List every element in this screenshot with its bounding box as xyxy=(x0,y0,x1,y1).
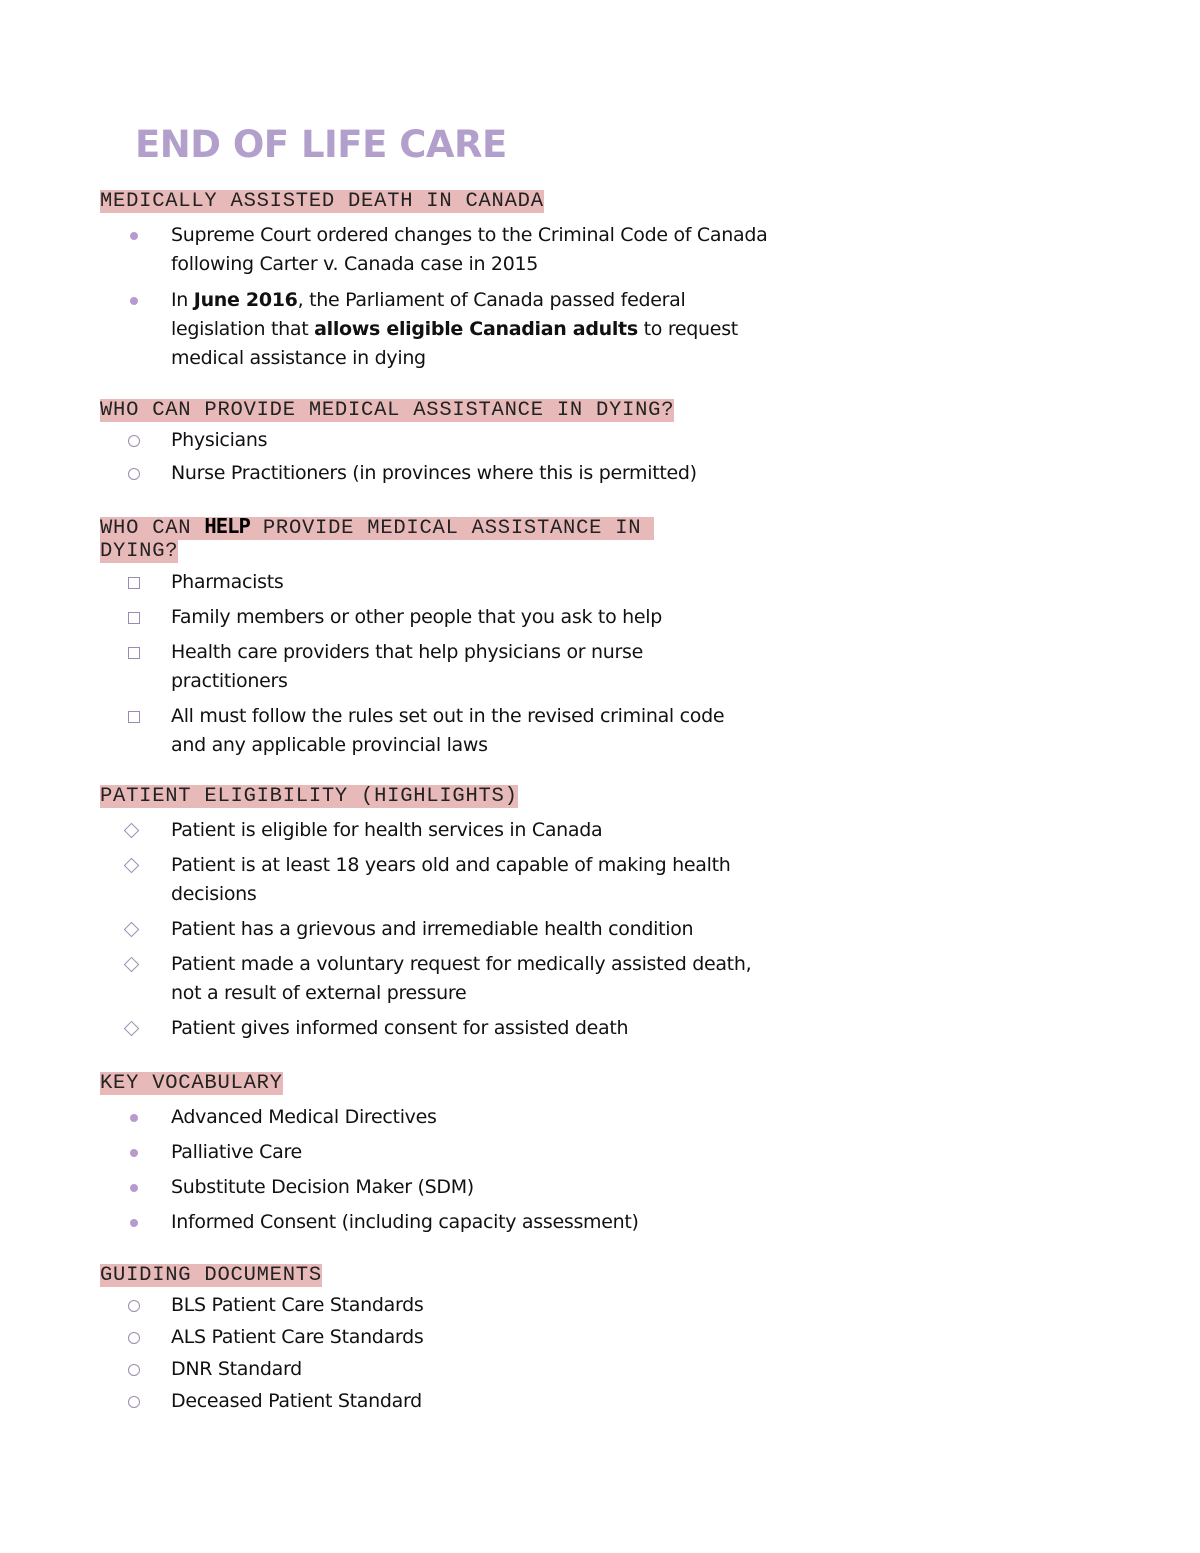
list-item: DNR Standard xyxy=(0,1355,781,1384)
patient-eligibility-list xyxy=(0,816,786,1043)
list-item: Nurse Practitioners (in provinces where this is permitted) xyxy=(0,459,781,488)
section-heading-who-can-provide: WHO CAN PROVIDE MEDICAL ASSISTANCE IN DYING? xyxy=(100,399,675,422)
section-heading-medically-assisted-death: MEDICALLY ASSISTED DEATH IN CANADA xyxy=(100,190,544,213)
list-item: Pharmacists xyxy=(0,568,781,597)
bullet-square-icon xyxy=(128,612,140,624)
bullet-circle-icon xyxy=(128,468,140,480)
list-item: Informed Consent (including capacity assessment) xyxy=(0,1208,781,1237)
bullet-circle-icon xyxy=(128,435,140,447)
emphasis-date: June 2016 xyxy=(193,289,298,311)
bullet-square-icon xyxy=(128,647,140,659)
page-title: END OF LIFE CARE xyxy=(135,123,507,166)
bullet-circle-icon xyxy=(128,1332,140,1344)
section-heading-key-vocabulary: KEY VOCABULARY xyxy=(100,1072,283,1095)
list-item: Deceased Patient Standard xyxy=(0,1387,781,1416)
emphasis-help: HELP xyxy=(204,514,250,538)
list-item: Patient is eligible for health services in Canada xyxy=(0,816,781,845)
bullet-dot-icon xyxy=(130,1149,138,1157)
list-item: Supreme Court ordered changes to the Criminal Code of Canada following Carter v. Canada case in 2015 xyxy=(0,221,781,279)
list-item: Patient is at least 18 years old and capable of making health decisions xyxy=(0,851,761,909)
list-item: Family members or other people that you ask to help xyxy=(0,603,781,632)
bullet-diamond-icon xyxy=(124,957,140,973)
key-vocabulary-list xyxy=(0,1103,781,1237)
bullet-dot-icon xyxy=(130,1114,138,1122)
list-item: BLS Patient Care Standards xyxy=(0,1291,781,1320)
bullet-diamond-icon xyxy=(124,823,140,839)
list-item: Advanced Medical Directives xyxy=(0,1103,781,1132)
bullet-circle-icon xyxy=(128,1300,140,1312)
list-item: Patient gives informed consent for assisted death xyxy=(0,1014,781,1043)
list-item: Patient made a voluntary request for medically assisted death, not a result of external pressure xyxy=(0,950,786,1008)
bullet-circle-icon xyxy=(128,1364,140,1376)
list-item: Health care providers that help physicians or nurse practitioners xyxy=(0,638,691,696)
bullet-diamond-icon xyxy=(124,922,140,938)
guiding-documents-list xyxy=(0,1291,781,1416)
section-heading-patient-eligibility: PATIENT ELIGIBILITY (HIGHLIGHTS) xyxy=(100,785,518,808)
list-item: All must follow the rules set out in the revised criminal code and any applicable provincial laws xyxy=(0,702,761,760)
bullet-dot-icon xyxy=(130,1219,138,1227)
who-can-help-list xyxy=(0,568,781,760)
list-item: Physicians xyxy=(0,426,781,455)
who-can-provide-list xyxy=(0,426,781,488)
bullet-diamond-icon xyxy=(124,1021,140,1037)
list-item: ALS Patient Care Standards xyxy=(0,1323,781,1352)
bullet-dot-icon xyxy=(130,232,138,240)
list-item: Patient has a grievous and irremediable health condition xyxy=(0,915,781,944)
bullet-square-icon xyxy=(128,577,140,589)
section-heading-guiding-documents: GUIDING DOCUMENTS xyxy=(100,1264,322,1287)
bullet-diamond-icon xyxy=(124,858,140,874)
bullet-circle-icon xyxy=(128,1396,140,1408)
section-heading-who-can-help: WHO CAN HELP PROVIDE MEDICAL ASSISTANCE IN DYING? xyxy=(100,514,655,563)
bullet-square-icon xyxy=(128,711,140,723)
bullet-dot-icon xyxy=(130,1184,138,1192)
emphasis-eligible-adults: allows eligible Canadian adults xyxy=(314,318,638,340)
list-item: In June 2016, the Parliament of Canada passed federal legislation that allows eligible Canadian adults to request medical assistance in dying xyxy=(0,286,751,373)
bullet-dot-icon xyxy=(130,297,138,305)
list-item: Substitute Decision Maker (SDM) xyxy=(0,1173,781,1202)
medically-assisted-death-list xyxy=(0,221,781,373)
list-item: Palliative Care xyxy=(0,1138,781,1167)
